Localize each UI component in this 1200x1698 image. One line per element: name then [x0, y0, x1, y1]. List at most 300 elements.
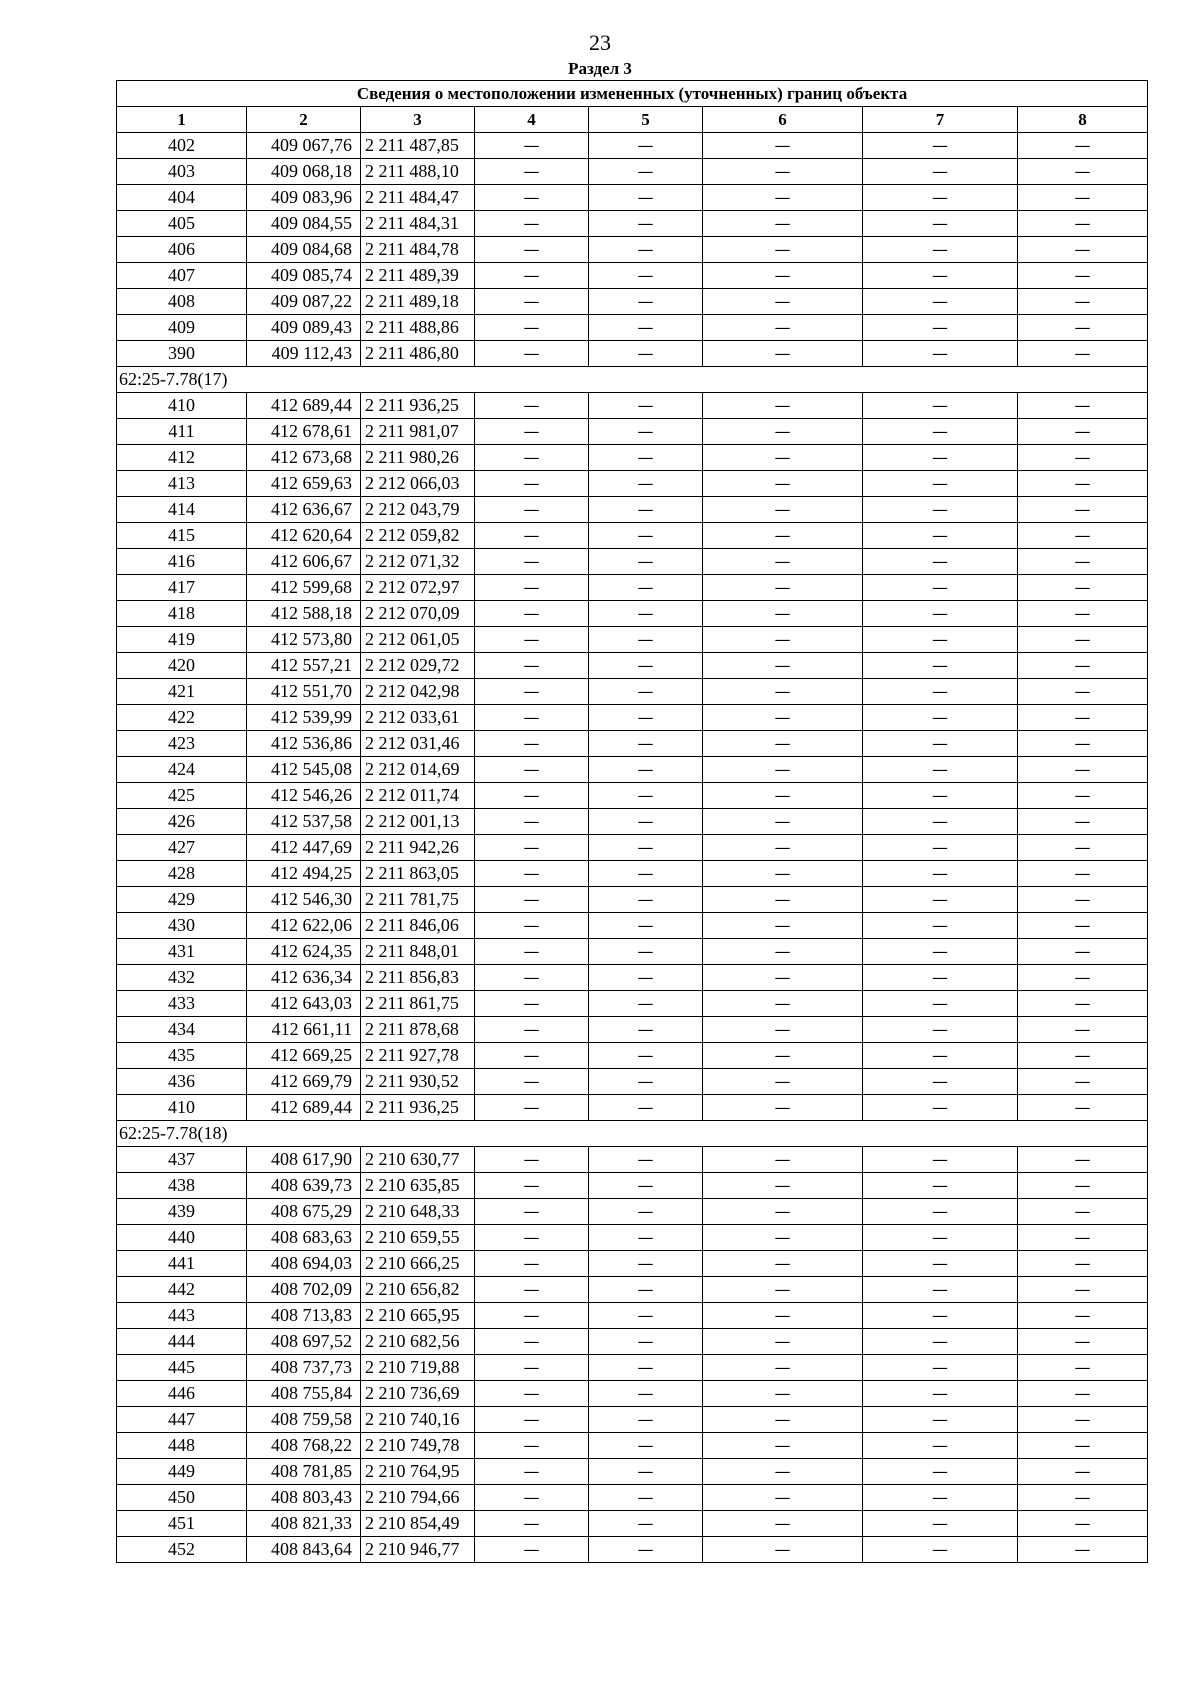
y-coordinate-cell: 2 211 936,25 — [361, 393, 475, 419]
x-coordinate-cell: 408 737,73 — [247, 1355, 361, 1381]
point-number-cell: 411 — [117, 419, 247, 445]
empty-value-cell: — — [1018, 1043, 1148, 1069]
empty-value-cell: — — [589, 653, 703, 679]
table-row — [117, 1511, 1148, 1537]
empty-value-cell: — — [1018, 1173, 1148, 1199]
table-row — [117, 419, 1148, 445]
empty-value-cell: — — [703, 1147, 863, 1173]
empty-value-cell: — — [589, 757, 703, 783]
empty-value-cell: — — [475, 159, 589, 185]
point-number-cell: 447 — [117, 1407, 247, 1433]
y-coordinate-cell: 2 210 794,66 — [361, 1485, 475, 1511]
x-coordinate-cell: 409 085,74 — [247, 263, 361, 289]
empty-value-cell: — — [863, 679, 1018, 705]
empty-value-cell: — — [1018, 679, 1148, 705]
point-number-cell: 418 — [117, 601, 247, 627]
empty-value-cell: — — [589, 471, 703, 497]
empty-value-cell: — — [475, 1459, 589, 1485]
x-coordinate-cell: 412 599,68 — [247, 575, 361, 601]
empty-value-cell: — — [703, 419, 863, 445]
y-coordinate-cell: 2 210 666,25 — [361, 1251, 475, 1277]
y-coordinate-cell: 2 211 489,39 — [361, 263, 475, 289]
table-row — [117, 653, 1148, 679]
table-row — [117, 627, 1148, 653]
y-coordinate-cell: 2 212 042,98 — [361, 679, 475, 705]
point-number-cell: 438 — [117, 1173, 247, 1199]
y-coordinate-cell: 2 210 656,82 — [361, 1277, 475, 1303]
x-coordinate-cell: 412 669,79 — [247, 1069, 361, 1095]
empty-value-cell: — — [703, 1407, 863, 1433]
x-coordinate-cell: 409 087,22 — [247, 289, 361, 315]
y-coordinate-cell: 2 211 856,83 — [361, 965, 475, 991]
empty-value-cell: — — [863, 1355, 1018, 1381]
empty-value-cell: — — [863, 653, 1018, 679]
empty-value-cell: — — [475, 653, 589, 679]
empty-value-cell: — — [589, 497, 703, 523]
y-coordinate-cell: 2 211 878,68 — [361, 1017, 475, 1043]
empty-value-cell: — — [863, 1381, 1018, 1407]
empty-value-cell: — — [1018, 627, 1148, 653]
point-number-cell: 419 — [117, 627, 247, 653]
empty-value-cell: — — [1018, 991, 1148, 1017]
y-coordinate-cell: 2 211 863,05 — [361, 861, 475, 887]
x-coordinate-cell: 409 084,55 — [247, 211, 361, 237]
empty-value-cell: — — [703, 1381, 863, 1407]
empty-value-cell: — — [703, 1459, 863, 1485]
y-coordinate-cell: 2 211 981,07 — [361, 419, 475, 445]
y-coordinate-cell: 2 210 665,95 — [361, 1303, 475, 1329]
empty-value-cell: — — [863, 1199, 1018, 1225]
empty-value-cell: — — [1018, 419, 1148, 445]
point-number-cell: 407 — [117, 263, 247, 289]
empty-value-cell: — — [1018, 939, 1148, 965]
point-number-cell: 442 — [117, 1277, 247, 1303]
x-coordinate-cell: 408 675,29 — [247, 1199, 361, 1225]
table-row — [117, 1355, 1148, 1381]
empty-value-cell: — — [703, 601, 863, 627]
empty-value-cell: — — [589, 731, 703, 757]
y-coordinate-cell: 2 212 001,13 — [361, 809, 475, 835]
x-coordinate-cell: 412 606,67 — [247, 549, 361, 575]
point-number-cell: 413 — [117, 471, 247, 497]
empty-value-cell: — — [1018, 1199, 1148, 1225]
column-number-row — [117, 107, 1148, 133]
empty-value-cell: — — [589, 939, 703, 965]
empty-value-cell: — — [863, 783, 1018, 809]
empty-value-cell: — — [589, 1485, 703, 1511]
y-coordinate-cell: 2 210 635,85 — [361, 1173, 475, 1199]
table-row — [117, 445, 1148, 471]
empty-value-cell: — — [589, 133, 703, 159]
empty-value-cell: — — [475, 341, 589, 367]
empty-value-cell: — — [475, 237, 589, 263]
table-row — [117, 913, 1148, 939]
empty-value-cell: — — [703, 211, 863, 237]
x-coordinate-cell: 412 673,68 — [247, 445, 361, 471]
empty-value-cell: — — [703, 1277, 863, 1303]
x-coordinate-cell: 412 636,34 — [247, 965, 361, 991]
empty-value-cell: — — [589, 1043, 703, 1069]
empty-value-cell: — — [1018, 237, 1148, 263]
y-coordinate-cell: 2 210 764,95 — [361, 1459, 475, 1485]
empty-value-cell: — — [589, 705, 703, 731]
point-number-cell: 434 — [117, 1017, 247, 1043]
point-number-cell: 446 — [117, 1381, 247, 1407]
table-row — [117, 1043, 1148, 1069]
empty-value-cell: — — [475, 1511, 589, 1537]
y-coordinate-cell: 2 211 936,25 — [361, 1095, 475, 1121]
empty-value-cell: — — [703, 653, 863, 679]
empty-value-cell: — — [1018, 523, 1148, 549]
empty-value-cell: — — [863, 965, 1018, 991]
empty-value-cell: — — [1018, 185, 1148, 211]
x-coordinate-cell: 412 573,80 — [247, 627, 361, 653]
empty-value-cell: — — [1018, 1303, 1148, 1329]
table-row — [117, 159, 1148, 185]
empty-value-cell: — — [589, 549, 703, 575]
table-row — [117, 1485, 1148, 1511]
point-number-cell: 437 — [117, 1147, 247, 1173]
x-coordinate-cell: 412 624,35 — [247, 939, 361, 965]
empty-value-cell: — — [863, 315, 1018, 341]
empty-value-cell: — — [703, 991, 863, 1017]
empty-value-cell: — — [703, 575, 863, 601]
y-coordinate-cell: 2 210 648,33 — [361, 1199, 475, 1225]
empty-value-cell: — — [589, 627, 703, 653]
empty-value-cell: — — [863, 419, 1018, 445]
empty-value-cell: — — [703, 445, 863, 471]
y-coordinate-cell: 2 211 942,26 — [361, 835, 475, 861]
table-row — [117, 757, 1148, 783]
table-body — [117, 133, 1148, 1563]
empty-value-cell: — — [589, 1225, 703, 1251]
point-number-cell: 408 — [117, 289, 247, 315]
empty-value-cell: — — [1018, 1251, 1148, 1277]
empty-value-cell: — — [475, 861, 589, 887]
empty-value-cell: — — [589, 601, 703, 627]
page-number: 23 — [589, 30, 611, 55]
column-number: 1 — [117, 107, 247, 133]
table-row — [117, 549, 1148, 575]
point-number-cell: 412 — [117, 445, 247, 471]
x-coordinate-cell: 408 702,09 — [247, 1277, 361, 1303]
empty-value-cell: — — [475, 1329, 589, 1355]
x-coordinate-cell: 409 083,96 — [247, 185, 361, 211]
empty-value-cell: — — [475, 263, 589, 289]
y-coordinate-cell: 2 210 719,88 — [361, 1355, 475, 1381]
empty-value-cell: — — [1018, 1407, 1148, 1433]
empty-value-cell: — — [1018, 575, 1148, 601]
table-row — [117, 835, 1148, 861]
empty-value-cell: — — [1018, 1459, 1148, 1485]
table-row — [117, 341, 1148, 367]
empty-value-cell: — — [1018, 289, 1148, 315]
y-coordinate-cell: 2 211 486,80 — [361, 341, 475, 367]
empty-value-cell: — — [703, 315, 863, 341]
empty-value-cell: — — [703, 185, 863, 211]
empty-value-cell: — — [863, 1277, 1018, 1303]
empty-value-cell: — — [475, 1199, 589, 1225]
empty-value-cell: — — [863, 887, 1018, 913]
table-row — [117, 211, 1148, 237]
empty-value-cell: — — [589, 393, 703, 419]
point-number-cell: 405 — [117, 211, 247, 237]
y-coordinate-cell: 2 211 781,75 — [361, 887, 475, 913]
table-row — [117, 523, 1148, 549]
y-coordinate-cell: 2 212 029,72 — [361, 653, 475, 679]
y-coordinate-cell: 2 210 740,16 — [361, 1407, 475, 1433]
table-row — [117, 1017, 1148, 1043]
table-caption: Сведения о местоположении измененных (уточненных) границ объекта — [117, 81, 1148, 107]
point-number-cell: 445 — [117, 1355, 247, 1381]
table-row — [117, 393, 1148, 419]
empty-value-cell: — — [703, 1225, 863, 1251]
empty-value-cell: — — [863, 471, 1018, 497]
point-number-cell: 429 — [117, 887, 247, 913]
empty-value-cell: — — [863, 289, 1018, 315]
empty-value-cell: — — [703, 1095, 863, 1121]
empty-value-cell: — — [863, 1433, 1018, 1459]
table-row — [117, 1095, 1148, 1121]
empty-value-cell: — — [703, 263, 863, 289]
empty-value-cell: — — [703, 887, 863, 913]
empty-value-cell: — — [475, 913, 589, 939]
empty-value-cell: — — [863, 237, 1018, 263]
empty-value-cell: — — [1018, 1277, 1148, 1303]
empty-value-cell: — — [475, 1381, 589, 1407]
group-label: 62:25-7.78(18) — [117, 1121, 1148, 1147]
empty-value-cell: — — [475, 835, 589, 861]
empty-value-cell: — — [475, 601, 589, 627]
empty-value-cell: — — [589, 1459, 703, 1485]
empty-value-cell: — — [475, 1433, 589, 1459]
empty-value-cell: — — [475, 965, 589, 991]
empty-value-cell: — — [475, 627, 589, 653]
point-number-cell: 410 — [117, 1095, 247, 1121]
table-row — [117, 1173, 1148, 1199]
y-coordinate-cell: 2 211 488,86 — [361, 315, 475, 341]
empty-value-cell: — — [863, 1407, 1018, 1433]
empty-value-cell: — — [703, 1043, 863, 1069]
empty-value-cell: — — [863, 705, 1018, 731]
point-number-cell: 423 — [117, 731, 247, 757]
empty-value-cell: — — [589, 861, 703, 887]
point-number-cell: 402 — [117, 133, 247, 159]
empty-value-cell: — — [703, 523, 863, 549]
y-coordinate-cell: 2 212 070,09 — [361, 601, 475, 627]
empty-value-cell: — — [589, 1069, 703, 1095]
empty-value-cell: — — [1018, 731, 1148, 757]
empty-value-cell: — — [1018, 315, 1148, 341]
point-number-cell: 439 — [117, 1199, 247, 1225]
empty-value-cell: — — [703, 731, 863, 757]
empty-value-cell: — — [475, 887, 589, 913]
empty-value-cell: — — [863, 211, 1018, 237]
group-label: 62:25-7.78(17) — [117, 367, 1148, 393]
y-coordinate-cell: 2 211 484,31 — [361, 211, 475, 237]
x-coordinate-cell: 412 557,21 — [247, 653, 361, 679]
empty-value-cell: — — [475, 783, 589, 809]
empty-value-cell: — — [589, 1407, 703, 1433]
point-number-cell: 424 — [117, 757, 247, 783]
point-number-cell: 410 — [117, 393, 247, 419]
coordinates-table — [116, 80, 1148, 1563]
x-coordinate-cell: 408 713,83 — [247, 1303, 361, 1329]
empty-value-cell: — — [703, 1017, 863, 1043]
empty-value-cell: — — [863, 939, 1018, 965]
empty-value-cell: — — [863, 809, 1018, 835]
empty-value-cell: — — [475, 991, 589, 1017]
x-coordinate-cell: 412 537,58 — [247, 809, 361, 835]
empty-value-cell: — — [475, 315, 589, 341]
empty-value-cell: — — [1018, 887, 1148, 913]
y-coordinate-cell: 2 212 011,74 — [361, 783, 475, 809]
table-row — [117, 497, 1148, 523]
empty-value-cell: — — [703, 679, 863, 705]
point-number-cell: 409 — [117, 315, 247, 341]
table-row — [117, 263, 1148, 289]
empty-value-cell: — — [475, 1355, 589, 1381]
empty-value-cell: — — [863, 549, 1018, 575]
empty-value-cell: — — [589, 419, 703, 445]
empty-value-cell: — — [703, 133, 863, 159]
column-number: 4 — [475, 107, 589, 133]
empty-value-cell: — — [863, 731, 1018, 757]
table-row — [117, 861, 1148, 887]
x-coordinate-cell: 408 697,52 — [247, 1329, 361, 1355]
x-coordinate-cell: 408 755,84 — [247, 1381, 361, 1407]
point-number-cell: 403 — [117, 159, 247, 185]
empty-value-cell: — — [475, 575, 589, 601]
empty-value-cell: — — [703, 159, 863, 185]
empty-value-cell: — — [475, 1095, 589, 1121]
y-coordinate-cell: 2 211 488,10 — [361, 159, 475, 185]
empty-value-cell: — — [703, 757, 863, 783]
table-row — [117, 1069, 1148, 1095]
point-number-cell: 430 — [117, 913, 247, 939]
empty-value-cell: — — [1018, 1225, 1148, 1251]
empty-value-cell: — — [703, 835, 863, 861]
column-number: 5 — [589, 107, 703, 133]
empty-value-cell: — — [589, 1511, 703, 1537]
empty-value-cell: — — [1018, 341, 1148, 367]
point-number-cell: 428 — [117, 861, 247, 887]
empty-value-cell: — — [1018, 393, 1148, 419]
empty-value-cell: — — [589, 237, 703, 263]
empty-value-cell: — — [863, 341, 1018, 367]
empty-value-cell: — — [1018, 471, 1148, 497]
x-coordinate-cell: 409 112,43 — [247, 341, 361, 367]
x-coordinate-cell: 408 639,73 — [247, 1173, 361, 1199]
empty-value-cell: — — [475, 471, 589, 497]
empty-value-cell: — — [589, 445, 703, 471]
empty-value-cell: — — [863, 1017, 1018, 1043]
y-coordinate-cell: 2 212 014,69 — [361, 757, 475, 783]
point-number-cell: 432 — [117, 965, 247, 991]
empty-value-cell: — — [589, 289, 703, 315]
x-coordinate-cell: 412 659,63 — [247, 471, 361, 497]
empty-value-cell: — — [475, 679, 589, 705]
point-number-cell: 422 — [117, 705, 247, 731]
point-number-cell: 444 — [117, 1329, 247, 1355]
y-coordinate-cell: 2 211 846,06 — [361, 913, 475, 939]
empty-value-cell: — — [863, 1251, 1018, 1277]
empty-value-cell: — — [703, 1537, 863, 1563]
empty-value-cell: — — [1018, 1095, 1148, 1121]
table-row — [117, 133, 1148, 159]
column-number: 3 — [361, 107, 475, 133]
empty-value-cell: — — [863, 1537, 1018, 1563]
empty-value-cell: — — [1018, 159, 1148, 185]
x-coordinate-cell: 412 643,03 — [247, 991, 361, 1017]
table-row — [117, 237, 1148, 263]
point-number-cell: 431 — [117, 939, 247, 965]
x-coordinate-cell: 408 803,43 — [247, 1485, 361, 1511]
empty-value-cell: — — [703, 1199, 863, 1225]
empty-value-cell: — — [1018, 1511, 1148, 1537]
point-number-cell: 448 — [117, 1433, 247, 1459]
empty-value-cell: — — [703, 861, 863, 887]
table-row — [117, 601, 1148, 627]
empty-value-cell: — — [1018, 835, 1148, 861]
empty-value-cell: — — [475, 289, 589, 315]
empty-value-cell: — — [589, 315, 703, 341]
table-row — [117, 1459, 1148, 1485]
empty-value-cell: — — [1018, 1069, 1148, 1095]
point-number-cell: 443 — [117, 1303, 247, 1329]
empty-value-cell: — — [703, 1329, 863, 1355]
x-coordinate-cell: 412 669,25 — [247, 1043, 361, 1069]
empty-value-cell: — — [863, 1485, 1018, 1511]
empty-value-cell: — — [1018, 1017, 1148, 1043]
empty-value-cell: — — [1018, 809, 1148, 835]
empty-value-cell: — — [589, 263, 703, 289]
empty-value-cell: — — [1018, 913, 1148, 939]
empty-value-cell: — — [475, 1017, 589, 1043]
table-row — [117, 289, 1148, 315]
empty-value-cell: — — [863, 1095, 1018, 1121]
point-number-cell: 451 — [117, 1511, 247, 1537]
point-number-cell: 433 — [117, 991, 247, 1017]
x-coordinate-cell: 408 768,22 — [247, 1433, 361, 1459]
empty-value-cell: — — [589, 965, 703, 991]
empty-value-cell: — — [863, 1303, 1018, 1329]
y-coordinate-cell: 2 210 854,49 — [361, 1511, 475, 1537]
empty-value-cell: — — [863, 991, 1018, 1017]
table-row — [117, 1147, 1148, 1173]
point-number-cell: 449 — [117, 1459, 247, 1485]
table-row — [117, 991, 1148, 1017]
empty-value-cell: — — [475, 419, 589, 445]
table-row — [117, 1199, 1148, 1225]
x-coordinate-cell: 412 546,26 — [247, 783, 361, 809]
table-row — [117, 939, 1148, 965]
empty-value-cell: — — [589, 991, 703, 1017]
x-coordinate-cell: 412 539,99 — [247, 705, 361, 731]
empty-value-cell: — — [475, 1407, 589, 1433]
empty-value-cell: — — [703, 289, 863, 315]
empty-value-cell: — — [1018, 497, 1148, 523]
point-number-cell: 414 — [117, 497, 247, 523]
point-number-cell: 416 — [117, 549, 247, 575]
empty-value-cell: — — [1018, 1381, 1148, 1407]
empty-value-cell: — — [1018, 601, 1148, 627]
point-number-cell: 421 — [117, 679, 247, 705]
empty-value-cell: — — [589, 159, 703, 185]
y-coordinate-cell: 2 210 630,77 — [361, 1147, 475, 1173]
empty-value-cell: — — [703, 1173, 863, 1199]
empty-value-cell: — — [589, 913, 703, 939]
